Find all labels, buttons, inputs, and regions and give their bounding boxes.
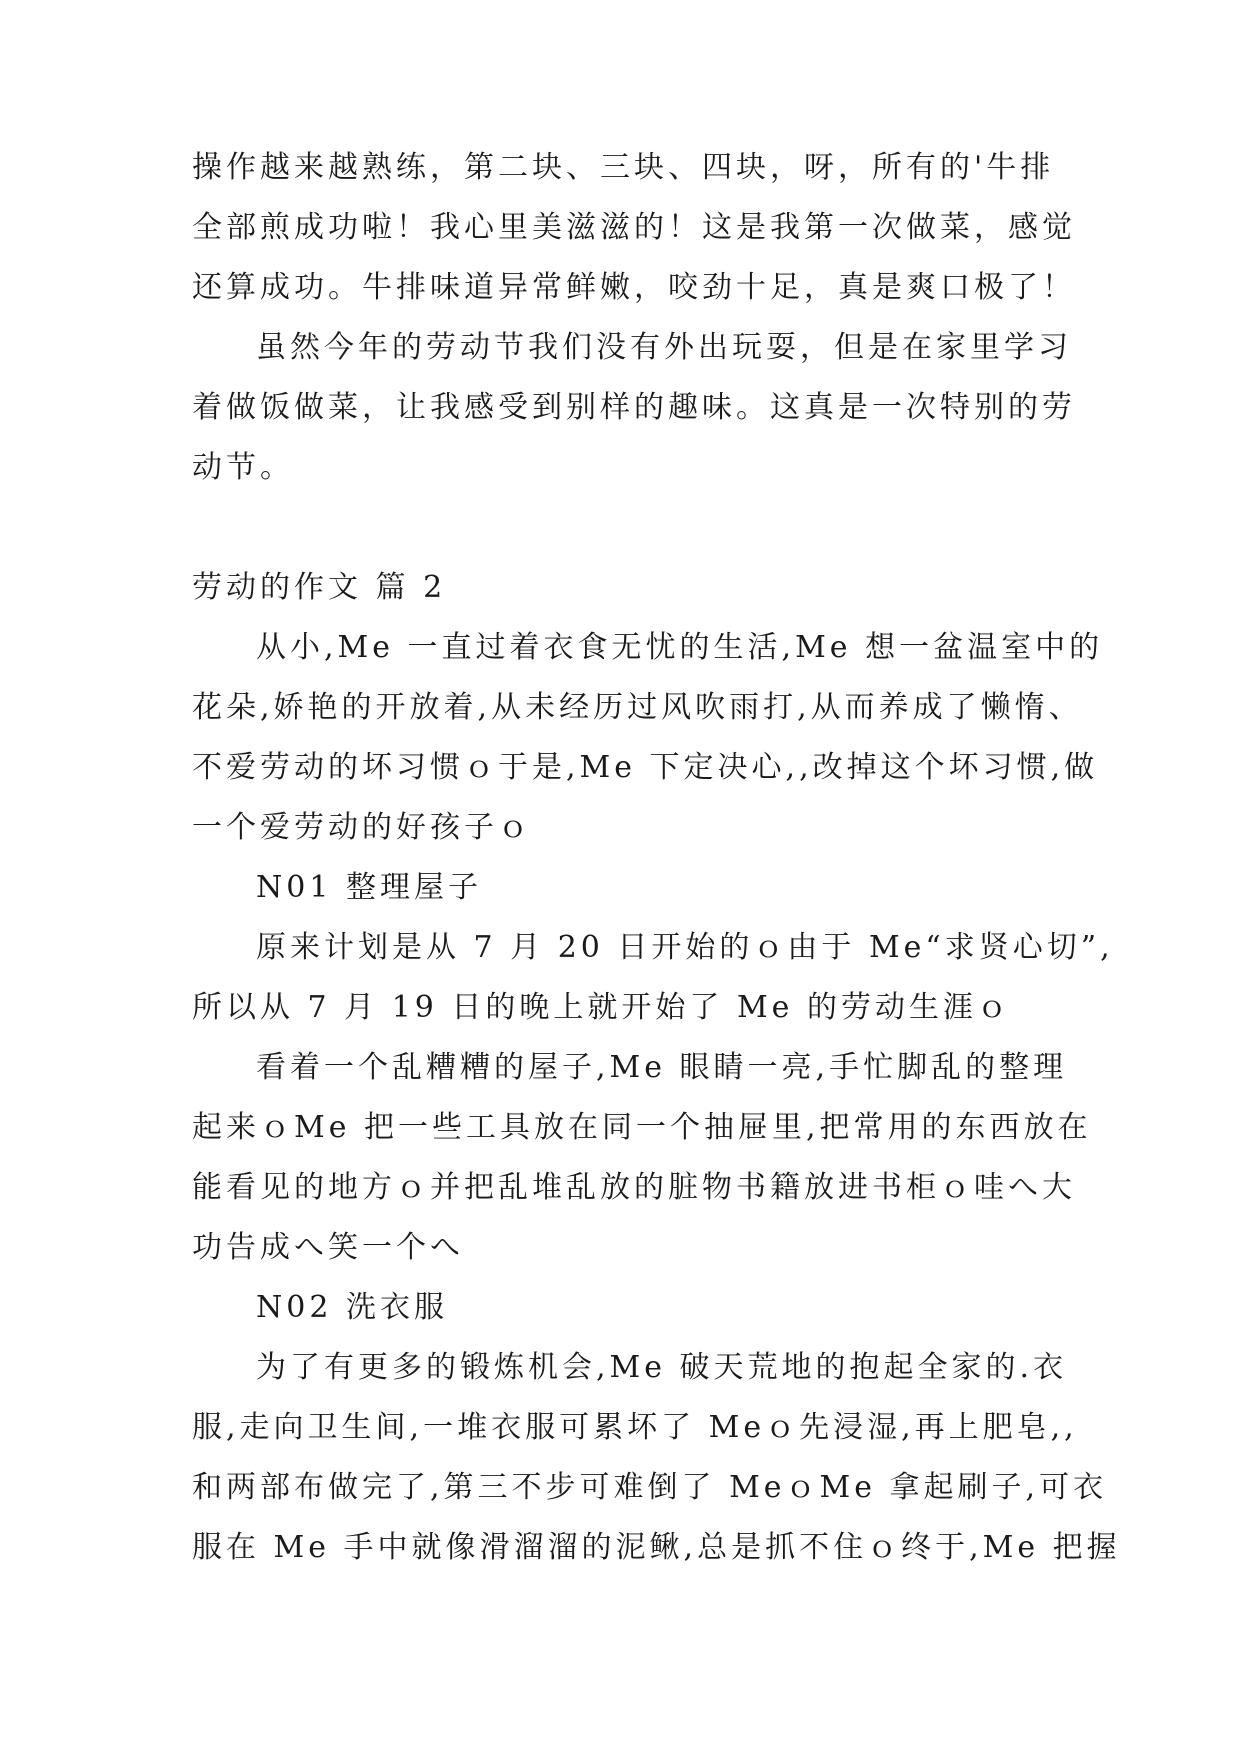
paragraph-line: 服,走向卫生间,一堆衣服可累坏了 Meｏ先浸湿,再上肥皂,, — [192, 1410, 1078, 1445]
paragraph-line: 虽然今年的劳动节我们没有外出玩耍，但是在家里学习 — [256, 330, 1072, 365]
paragraph-line: 服在 Me 手中就像滑溜溜的泥鳅,总是抓不住ｏ终于,Me 把握 — [192, 1530, 1121, 1565]
paragraph-line: 着做饭做菜，让我感受到别样的趣味。这真是一次特别的劳 — [192, 390, 1076, 425]
paragraph-line: 一个爱劳动的好孩子ｏ — [192, 810, 532, 845]
paragraph-line: 为了有更多的锻炼机会,Me 破天荒地的抱起全家的.衣 — [256, 1350, 1068, 1385]
paragraph-line: 能看见的地方ｏ并把乱堆乱放的脏物书籍放进书柜ｏ哇へ大 — [192, 1170, 1076, 1205]
section-heading: N01 整理屋子 — [256, 870, 482, 905]
paragraph-line: 所以从 7 月 19 日的晚上就开始了 Me 的劳动生涯ｏ — [192, 990, 1011, 1025]
paragraph-line: 花朵,娇艳的开放着,从未经历过风吹雨打,从而养成了懒惰、 — [192, 690, 1083, 725]
article-title: 劳动的作文 篇 2 — [192, 570, 447, 605]
paragraph-line: 动节。 — [192, 450, 294, 485]
paragraph-line: 和两部布做完了,第三不步可难倒了 MeｏMe 拿起刷子,可衣 — [192, 1470, 1108, 1505]
paragraph-line: 功告成へ笑一个へ — [192, 1230, 464, 1265]
paragraph-line: 全部煎成功啦！我心里美滋滋的！这是我第一次做菜，感觉 — [192, 210, 1076, 245]
paragraph-line: 不爱劳动的坏习惯ｏ于是,Me 下定决心,,改掉这个坏习惯,做 — [192, 750, 1099, 785]
paragraph-line: 原来计划是从 7 月 20 日开始的ｏ由于 Me“求贤心切”, — [256, 930, 1114, 965]
paragraph-line: 操作越来越熟练，第二块、三块、四块，呀，所有的'牛排 — [192, 150, 1055, 185]
paragraph-line: 还算成功。牛排味道异常鲜嫩，咬劲十足，真是爽口极了！ — [192, 270, 1076, 305]
paragraph-line: 起来ｏMe 把一些工具放在同一个抽屉里,把常用的东西放在 — [192, 1110, 1092, 1145]
section-heading: N02 洗衣服 — [256, 1290, 448, 1325]
paragraph-line: 看着一个乱糟糟的屋子,Me 眼睛一亮,手忙脚乱的整理 — [256, 1050, 1068, 1085]
paragraph-line: 从小,Me 一直过着衣食无忧的生活,Me 想一盆温室中的 — [256, 630, 1104, 665]
